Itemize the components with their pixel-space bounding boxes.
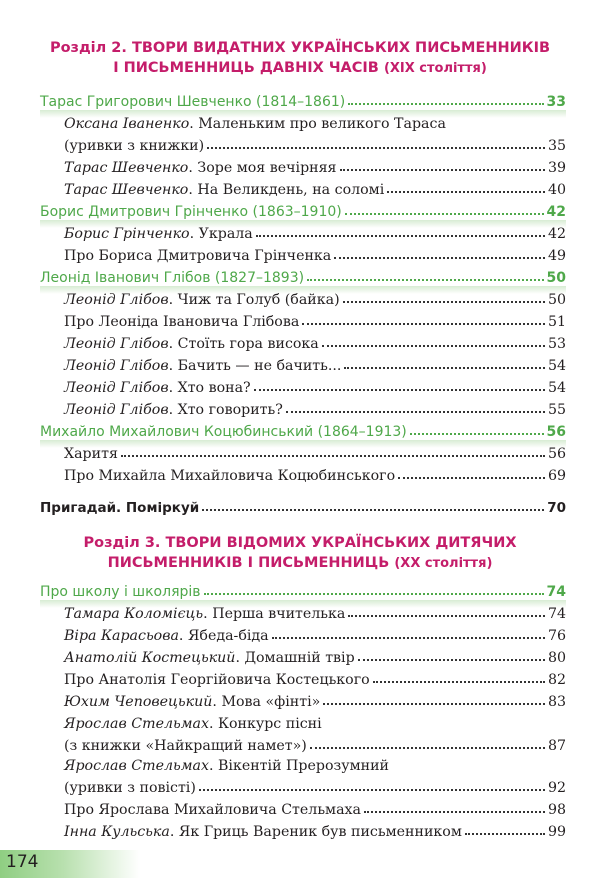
toc-entry-title: . Перша вчителька xyxy=(203,606,346,622)
toc-leader-dots xyxy=(364,811,545,813)
toc-leader-dots xyxy=(256,235,545,237)
toc-page-number: 80 xyxy=(547,650,566,666)
toc-entry-title: . Мова «фінті» xyxy=(212,694,321,710)
toc-entry-author: Борис Грінченко xyxy=(64,226,190,242)
toc-page-number: 56 xyxy=(546,424,566,440)
toc-entry xyxy=(64,752,566,774)
toc-page-number: 53 xyxy=(547,336,566,352)
toc-entry-title: . Хто вона? xyxy=(168,380,251,396)
toc-leader-dots xyxy=(344,367,545,369)
toc-entry-author: Леонід Глібов xyxy=(64,380,169,396)
toc-page-number: 92 xyxy=(547,780,566,796)
toc-entry-title: . Ябеда-біда xyxy=(178,628,269,644)
toc-leader-dots xyxy=(322,345,545,347)
toc-leader-dots xyxy=(348,103,543,105)
toc-entry xyxy=(64,666,566,688)
toc-author-heading xyxy=(40,578,566,600)
section-2-period: (ХІХ століття) xyxy=(383,61,487,76)
toc-entry-title: . Чиж та Голуб (байка) xyxy=(168,292,340,308)
toc-leader-dots xyxy=(387,191,545,193)
section-2-title-line1: Розділ 2. ТВОРИ ВИДАТНИХ УКРАЇНСЬКИХ ПИСЬМЕННИКІВ xyxy=(49,40,551,56)
toc-entry-title: Леонід Іванович Глібов (1827–1893) xyxy=(40,270,305,286)
toc-page-number: 49 xyxy=(547,248,566,264)
toc-entry xyxy=(64,600,566,622)
toc-author-heading xyxy=(40,418,566,440)
toc-entry-author: Леонід Глібов xyxy=(64,336,169,352)
toc-entry-author: Анатолій Костецький xyxy=(64,650,236,666)
toc-leader-dots xyxy=(348,615,545,617)
toc-page-number: 76 xyxy=(547,628,566,644)
toc-entry xyxy=(64,440,566,462)
toc-entry-author: Тарас Шевченко xyxy=(64,160,189,176)
toc-entry-author: Юхим Чеповецький xyxy=(64,694,213,710)
toc-leader-dots xyxy=(340,169,545,171)
toc-author-heading xyxy=(40,198,566,220)
section-3-period: (ХХ століття) xyxy=(394,556,493,571)
toc-entry xyxy=(64,732,566,754)
toc-entry xyxy=(64,396,566,418)
toc-review-heading xyxy=(40,494,566,516)
toc-entry-author: Тамара Коломієць xyxy=(64,606,204,622)
toc-entry xyxy=(64,286,566,308)
toc-entry-title: (уривки з книжки) xyxy=(64,138,205,154)
toc-entry-title: Харитя xyxy=(64,446,118,462)
toc-leader-dots xyxy=(202,509,544,511)
toc-entry-title: . Зоре моя вечірняя xyxy=(188,160,337,176)
toc-leader-dots xyxy=(343,301,545,303)
toc-entry-title: Про Анатолія Георгійовича Костецького xyxy=(64,672,370,688)
toc-entry-title: . Украла xyxy=(189,226,253,242)
toc-page-number: 99 xyxy=(547,824,566,840)
toc-entry-author: Леонід Глібов xyxy=(64,292,169,308)
toc-page-number: 56 xyxy=(547,446,566,462)
toc-leader-dots xyxy=(410,433,544,435)
toc-leader-dots xyxy=(323,703,545,705)
toc-entry-author: Віра Карасьова xyxy=(64,628,179,644)
toc-entry-title: Борис Дмитрович Грінченко (1863–1910) xyxy=(40,204,342,220)
toc-page-number: 74 xyxy=(546,584,566,600)
toc-entry xyxy=(64,154,566,176)
toc-author-heading xyxy=(40,88,566,110)
toc-page-number: 87 xyxy=(547,738,566,754)
toc-entry xyxy=(64,242,566,264)
toc-entry xyxy=(64,110,566,132)
toc-entry-title: Пригадай. Поміркуй xyxy=(40,500,200,516)
toc-entry-author: Леонід Глібов xyxy=(64,402,169,418)
toc-leader-dots xyxy=(121,455,545,457)
toc-leader-dots xyxy=(373,681,545,683)
toc-entry xyxy=(64,710,566,732)
toc-entry-author: Ярослав Стельмах xyxy=(64,758,209,774)
toc-entry xyxy=(64,176,566,198)
toc-entry xyxy=(64,462,566,484)
section-2-heading xyxy=(0,38,600,79)
toc-entry xyxy=(64,220,566,242)
toc-entry xyxy=(64,132,566,154)
toc-entry xyxy=(64,352,566,374)
toc-page-number: 42 xyxy=(547,226,566,242)
toc-entry xyxy=(64,774,566,796)
toc-leader-dots xyxy=(398,477,545,479)
toc-page-number: 54 xyxy=(547,380,566,396)
toc-entry-title: . Як Гриць Вареник був письменником xyxy=(169,824,462,840)
toc-page-number: 74 xyxy=(547,606,566,622)
toc-entry xyxy=(64,796,566,818)
toc-entry-title: (уривки з повісті) xyxy=(64,780,196,796)
toc-page-number: 33 xyxy=(546,94,566,110)
toc-leader-dots xyxy=(345,213,544,215)
toc-leader-dots xyxy=(334,257,545,259)
toc-leader-dots xyxy=(307,279,543,281)
toc-leader-dots xyxy=(254,389,545,391)
toc-page-number: 54 xyxy=(547,358,566,374)
toc-entry-title: Про Михайла Михайловича Коцюбинського xyxy=(64,468,396,484)
toc-page-number: 82 xyxy=(547,672,566,688)
toc-entry-title: . Стоїть гора висока xyxy=(168,336,319,352)
toc-leader-dots xyxy=(199,789,545,791)
toc-leader-dots xyxy=(310,747,545,749)
toc-page-number: 98 xyxy=(547,802,566,818)
toc-leader-dots xyxy=(302,323,545,325)
toc-entry-title: . Бачить — не бачить... xyxy=(168,358,342,374)
toc-page-number: 39 xyxy=(547,160,566,176)
toc-entry-title: Про Леоніда Івановича Глібова xyxy=(64,314,300,330)
toc-author-heading xyxy=(40,264,566,286)
toc-entry xyxy=(64,818,566,840)
toc-entry-title: (з книжки «Найкращий намет») xyxy=(64,738,307,754)
toc-entry-title: . Маленьким про великого Тараса xyxy=(189,116,446,132)
toc-page-number: 42 xyxy=(546,204,566,220)
toc-leader-dots xyxy=(286,411,545,413)
toc-page-number: 50 xyxy=(547,292,566,308)
toc-entry-title: Тарас Григорович Шевченко (1814–1861) xyxy=(40,94,346,110)
toc-leader-dots xyxy=(204,593,544,595)
toc-leader-dots xyxy=(207,147,545,149)
toc-entry xyxy=(64,308,566,330)
toc-entry-author: Інна Кульська xyxy=(64,824,170,840)
toc-entry xyxy=(64,374,566,396)
section-2-title-line2: І ПИСЬМЕННИЦЬ ДАВНІХ ЧАСІВ (ХІХ століття) xyxy=(113,60,487,76)
toc-page-number: 70 xyxy=(547,500,566,516)
toc-page-number: 83 xyxy=(547,694,566,710)
toc-entry-title: . Домашній твір xyxy=(235,650,355,666)
toc-leader-dots xyxy=(358,659,545,661)
page-number: 174 xyxy=(6,852,39,872)
toc-entry xyxy=(64,688,566,710)
toc-entry-title: . Хто говорить? xyxy=(168,402,283,418)
toc-page-number: 50 xyxy=(546,270,566,286)
toc-entry-title: Про Бориса Дмитровича Грінченка xyxy=(64,248,332,264)
toc-page-number: 51 xyxy=(547,314,566,330)
toc-entry xyxy=(64,330,566,352)
toc-entry-author: Ярослав Стельмах xyxy=(64,716,209,732)
toc-leader-dots xyxy=(465,833,545,835)
toc-entry-title: Про Ярослава Михайловича Стельмаха xyxy=(64,802,361,818)
section-3-title-line1: Розділ 3. ТВОРИ ВІДОМИХ УКРАЇНСЬКИХ ДИТЯЧИХ xyxy=(83,535,517,551)
toc-entry xyxy=(64,644,566,666)
toc-entry-title: Про школу і школярів xyxy=(40,584,201,600)
toc-page-number: 40 xyxy=(547,182,566,198)
toc-page-number: 55 xyxy=(547,402,566,418)
toc-leader-dots xyxy=(272,637,545,639)
toc-entry xyxy=(64,622,566,644)
section-3-heading xyxy=(0,533,600,574)
toc-page-number: 35 xyxy=(547,138,566,154)
toc-entry-author: Оксана Іваненко xyxy=(64,116,190,132)
toc-page-number: 69 xyxy=(547,468,566,484)
toc-entry-author: Тарас Шевченко xyxy=(64,182,189,198)
section-3-title-line2: ПИСЬМЕННИКІВ І ПИСЬМЕННИЦЬ (ХХ століття) xyxy=(107,555,493,571)
toc-entry-title: . Вікентій Прерозумний xyxy=(208,758,390,774)
toc-entry-title: . Конкурс пісні xyxy=(208,716,322,732)
toc-entry-title: Михайло Михайлович Коцюбинський (1864–1913) xyxy=(40,424,407,440)
toc-entry-author: Леонід Глібов xyxy=(64,358,169,374)
toc-entry-title: . На Великдень, на соломі xyxy=(188,182,385,198)
